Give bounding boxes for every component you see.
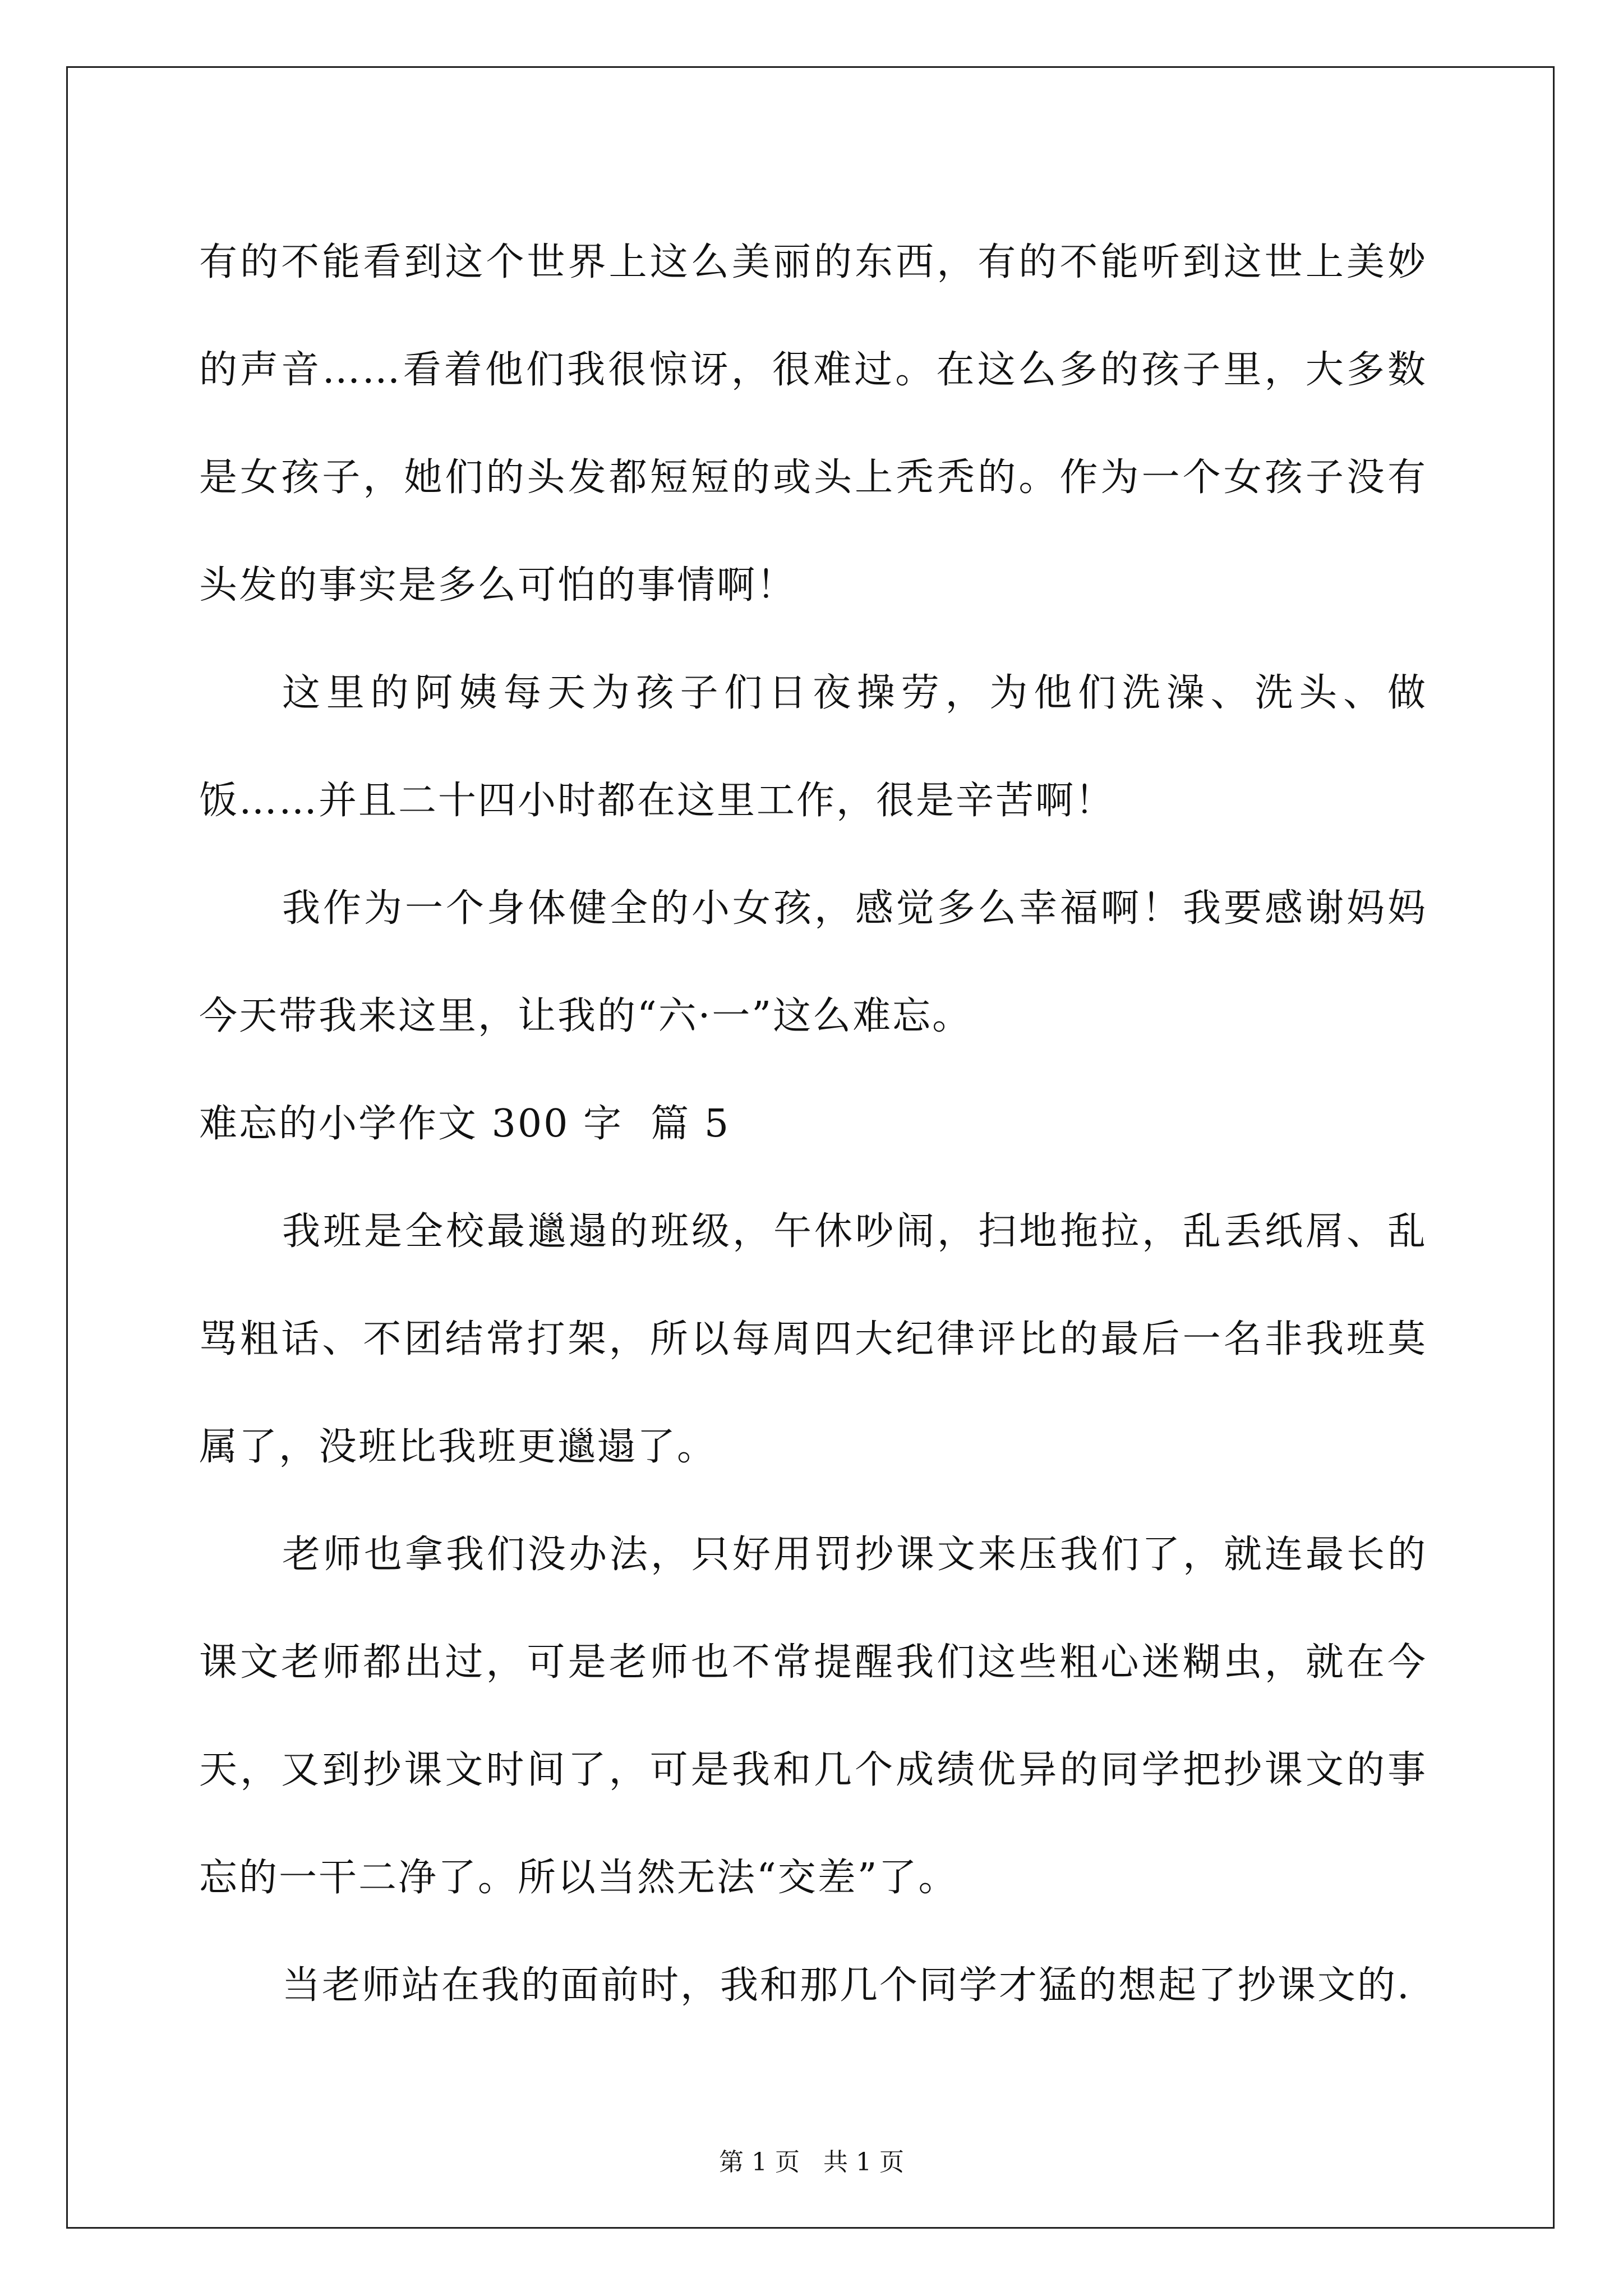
paragraph-5: 老师也拿我们没办法，只好用罚抄课文来压我们了，就连最长的课文老师都出过，可是老师也不常提醒我们这些粗心迷糊虫，就在今天，又到抄课文时间了，可是我和几个成绩优异的同学把抄课文的事忘的一干二净了。所以当然无法“交差”了。	[199, 1533, 1427, 1900]
paragraph-1: 有的不能看到这个世界上这么美丽的东西，有的不能听到这世上美妙的声音……看着他们我很惊讶，很难过。在这么多的孩子里，大多数是女孩子，她们的头发都短短的或头上秃秃的。作为一个女孩子没有头发的事实是多么可怕的事情啊！	[199, 240, 1427, 608]
paragraph-3: 我作为一个身体健全的小女孩，感觉多么幸福啊！我要感谢妈妈今天带我来这里，让我的“六·一”这么难忘。	[199, 886, 1427, 1038]
paragraph-6: 当老师站在我的面前时，我和那几个同学才猛的想起了抄课文的.	[282, 1963, 1411, 2008]
paragraph-4: 我班是全校最邋遢的班级，午休吵闹，扫地拖拉，乱丢纸屑、乱骂粗话、不团结常打架，所以每周四大纪律评比的最后一名非我班莫属了，没班比我班更邋遢了。	[199, 1209, 1427, 1469]
paragraph-2: 这里的阿姨每天为孩子们日夜操劳，为他们洗澡、洗头、做饭……并且二十四小时都在这里工作，很是辛苦啊！	[199, 671, 1427, 823]
document-body	[199, 209, 1427, 2040]
section-heading: 难忘的小学作文 300 字 篇 5	[199, 1102, 731, 1146]
page-footer: 第 1 页 共 1 页	[719, 2148, 904, 2177]
